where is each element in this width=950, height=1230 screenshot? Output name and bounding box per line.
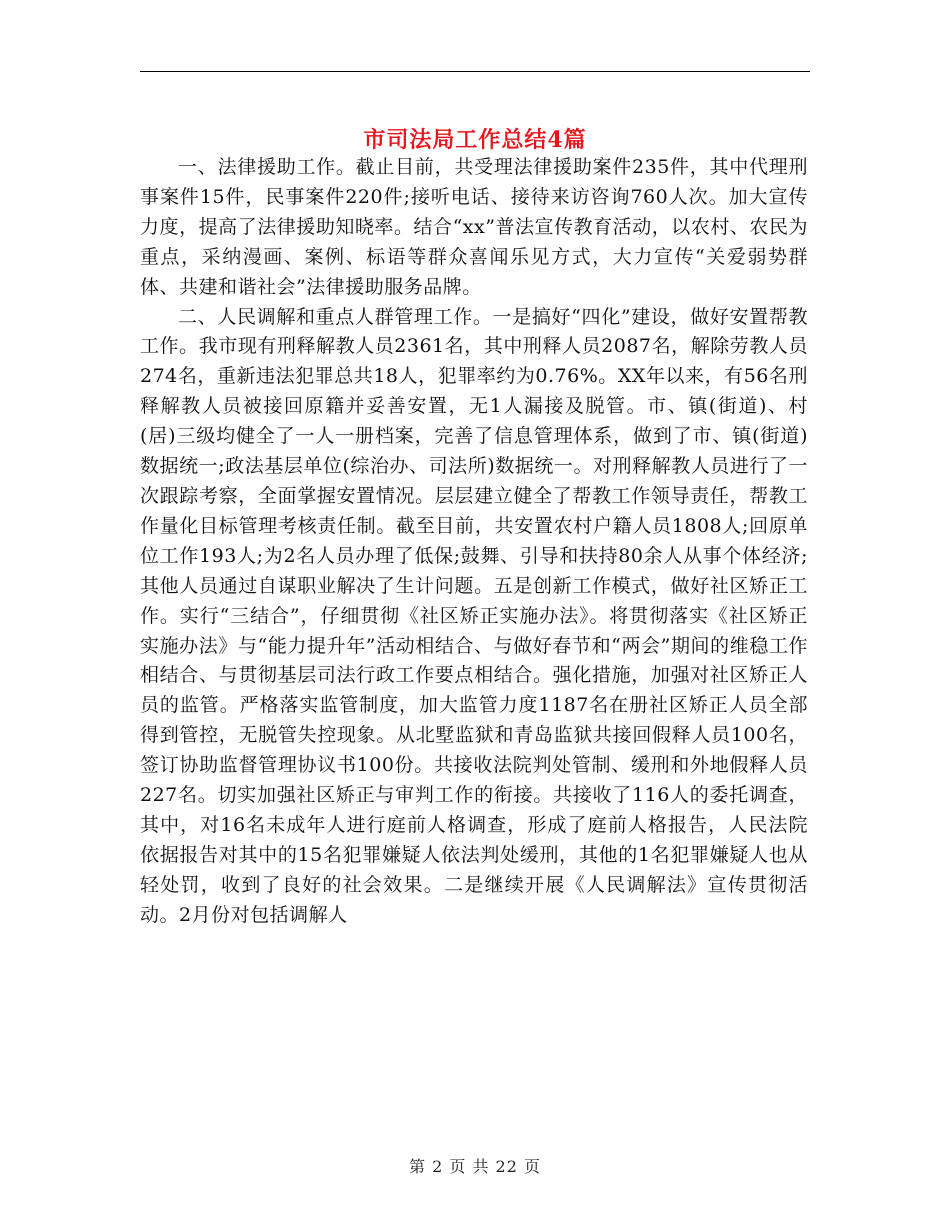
paragraph-legal-aid: 一、法律援助工作。截止目前，共受理法律援助案件235件，其中代理刑事案件15件，民事案件220件;接听电话、接待来访咨询760人次。加大宣传力度，提高了法律援助知晓率。结合“xx”普法宣传教育活动，以农村、农民为重点，采纳漫画、案例、标语等群众喜闻乐见方式，大力宣传“关爱弱势群体、共建和谐社会”法律援助服务品牌。 [140,156,808,298]
page-footer: 第 2 页 共 22 页 [409,1157,541,1176]
document-body [140,153,808,931]
header-rule [140,71,810,72]
document-title: 市司法局工作总结4篇 [363,126,587,153]
paragraph-mediation: 二、人民调解和重点人群管理工作。一是搞好“四化”建设，做好安置帮教工作。我市现有刑释解教人员2361名，其中刑释人员2087名，解除劳教人员274名，重新违法犯罪总共18人，犯罪率约为0.76%。XX年以来，有56名刑释解教人员被接回原籍并妥善安置，无1人漏接及脱管。市、镇(街道)、村(居)三级均健全了一人一册档案，完善了信息管理体系，做到了市、镇(街道)数据统一;政法基层单位(综治办、司法所)数据统一。对刑释解教人员进行了一次跟踪考察，全面掌握安置情况。层层建立健全了帮教工作领导责任，帮教工作量化目标管理考核责任制。截至目前，共安置农村户籍人员1808人;回原单位工作193人;为2名人员办理了低保;鼓舞、引导和扶持80余人从事个体经济;其他人员通过自谋职业解决了生计问题。五是创新工作模式，做好社区矫正工作。实行“三结合”，仔细贯彻《社区矫正实施办法》。将贯彻落实《社区矫正实施办法》与“能力提升年”活动相结合、与做好春节和“两会”期间的维稳工作相结合、与贯彻基层司法行政工作要点相结合。强化措施，加强对社区矫正人员的监管。严格落实监管制度，加大监管力度1187名在册社区矫正人员全部得到管控，无脱管失控现象。从北墅监狱和青岛监狱共接回假释人员100名，签订协助监督管理协议书100份。共接收法院判处管制、缓刑和外地假释人员227名。切实加强社区矫正与审判工作的衔接。共接收了116人的委托调查，其中，对16名未成年人进行庭前人格调查，形成了庭前人格报告，人民法院依据报告对其中的15名犯罪嫌疑人依法判处缓刑，其他的1名犯罪嫌疑人也从轻处罚，收到了良好的社会效果。二是继续开展《人民调解法》宣传贯彻活动。2月份对包括调解人 [140,305,808,926]
